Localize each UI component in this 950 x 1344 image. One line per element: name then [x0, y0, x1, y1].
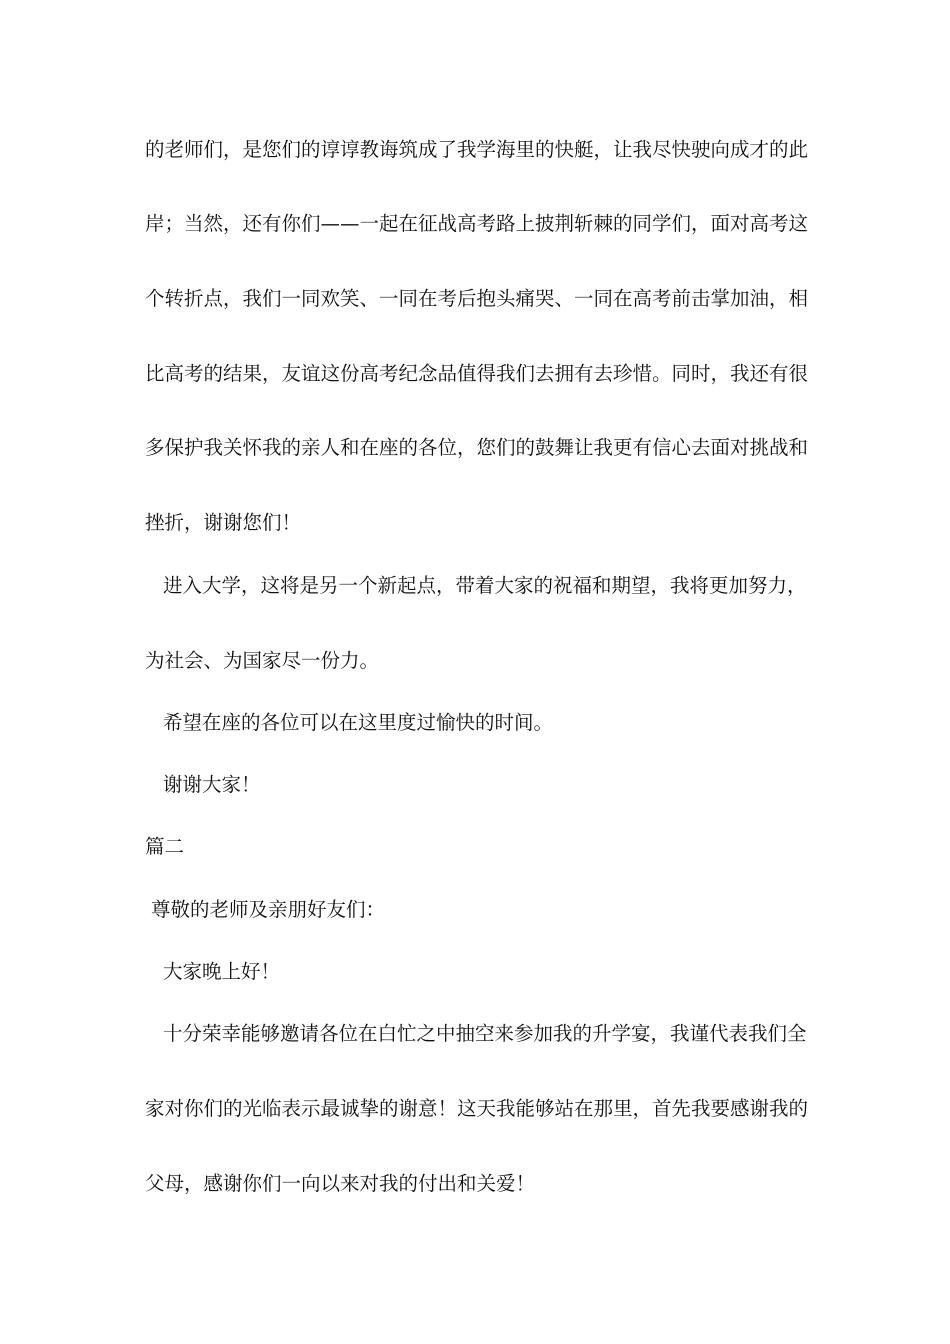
- paragraph-line: 家对你们的光临表示最诚挚的谢意！这天我能够站在那里，首先我要感谢我的: [145, 1097, 809, 1120]
- paragraph-line: 多保护我关怀我的亲人和在座的各位，您们的鼓舞让我更有信心去面对挑战和: [145, 436, 809, 459]
- greeting: 大家晚上好！: [163, 960, 281, 983]
- section-heading: 篇二: [145, 835, 185, 858]
- paragraph-line: 父母，感谢你们一向以来对我的付出和关爱！: [145, 1172, 536, 1195]
- paragraph-line: 个转折点，我们一同欢笑、一同在考后抱头痛哭、一同在高考前击掌加油，相: [145, 287, 809, 310]
- paragraph-line: 挫折，谢谢您们！: [145, 511, 302, 534]
- salutation: 尊敬的老师及亲朋好友们：: [151, 898, 386, 921]
- paragraph-line: 十分荣幸能够邀请各位在白忙之中抽空来参加我的升学宴，我谨代表我们全: [163, 1022, 807, 1045]
- paragraph-line: 比高考的结果，友谊这份高考纪念品值得我们去拥有去珍惜。同时，我还有很: [145, 362, 809, 385]
- paragraph-line: 谢谢大家！: [163, 773, 261, 796]
- paragraph-line: 岸；当然，还有你们——一起在征战高考路上披荆斩棘的同学们，面对高考这: [145, 212, 809, 235]
- paragraph-line: 的老师们，是您们的谆谆教诲筑成了我学海里的快艇，让我尽快驶向成才的此: [145, 138, 809, 161]
- paragraph-line: 为社会、为国家尽一份力。: [145, 649, 380, 672]
- paragraph-line: 进入大学，这将是另一个新起点，带着大家的祝福和期望，我将更加努力，: [163, 574, 807, 597]
- paragraph-line: 希望在座的各位可以在这里度过愉快的时间。: [163, 711, 554, 734]
